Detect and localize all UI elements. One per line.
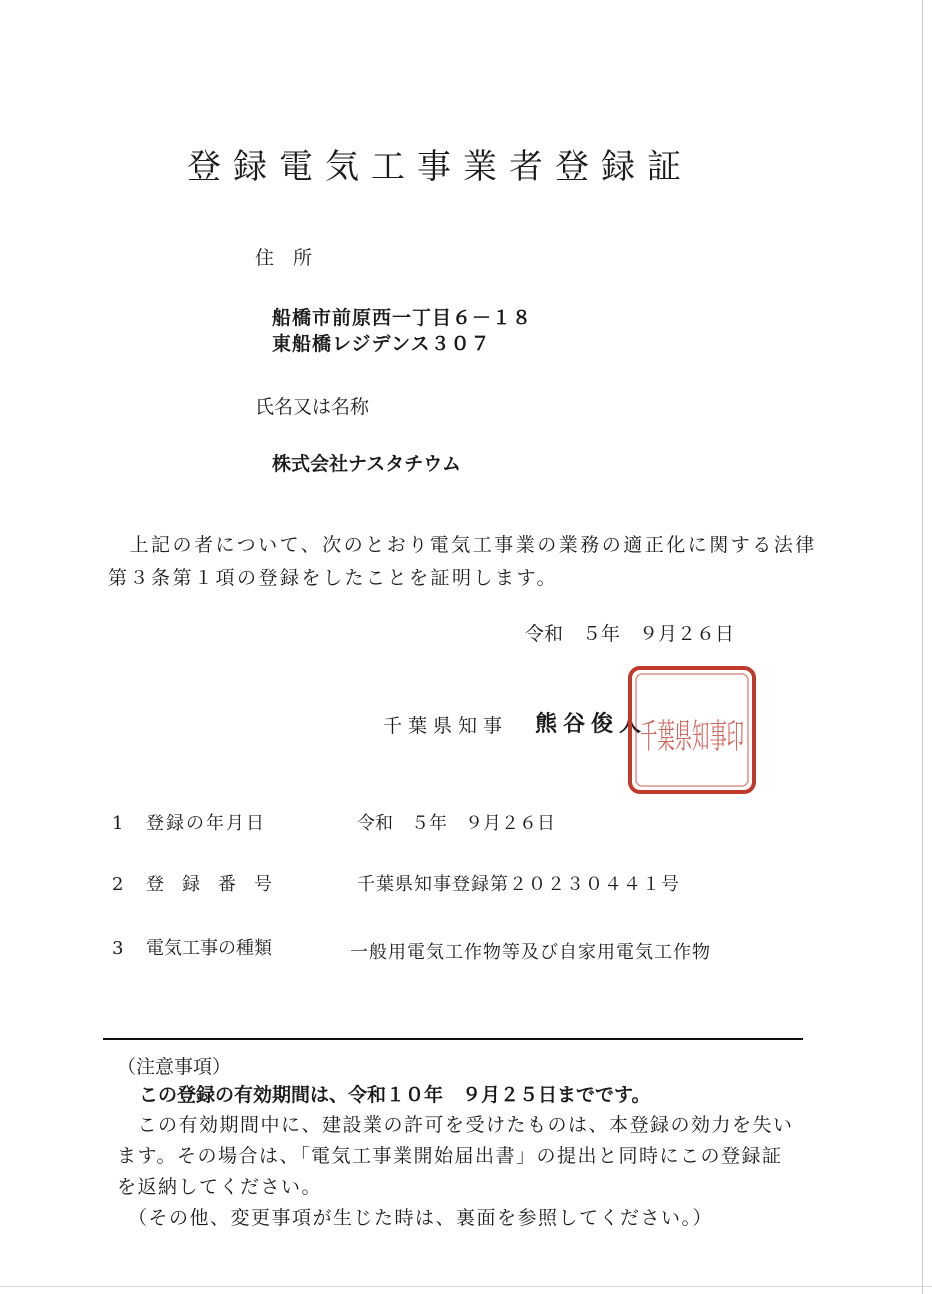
company-name: 株式会社ナスタチウム: [272, 453, 462, 475]
item-value-work-type: 一般用電気工作物等及び自家用電気工作物: [350, 942, 711, 963]
issue-date: 令和 ５年 ９月２６日: [525, 623, 735, 645]
document-title: 登録電気工事業者登録証: [187, 147, 693, 187]
name-label: 氏名又は名称: [255, 396, 370, 418]
address-line-2: 東船橋レジデンス３０７: [272, 333, 491, 355]
official-seal-stamp: [626, 664, 758, 796]
certification-text-line-1: 上記の者について、次のとおり電気工事業の業務の適正化に関する法律: [108, 534, 817, 556]
notes-divider: [103, 1038, 803, 1040]
notes-heading: （注意事項）: [117, 1056, 232, 1078]
page-edge-right: [922, 0, 923, 1294]
item-number-2: 2: [112, 874, 124, 895]
item-number-3: 3: [112, 938, 124, 959]
seal-text: 千葉県知事印: [640, 717, 744, 757]
address-label: 住 所: [255, 247, 313, 269]
governor-name: 熊谷俊人: [535, 711, 648, 737]
item-label-work-type: 電気工事の種類: [146, 938, 272, 959]
notes-text-line-3: を返納してください。: [117, 1176, 323, 1198]
item-value-registration-number: 千葉県知事登録第２０２３０４４１号: [357, 874, 680, 895]
item-number-1: 1: [112, 813, 124, 834]
item-label-registration-date: 登録の年月日: [146, 813, 266, 834]
item-label-registration-number: 登 録 番 号: [146, 874, 272, 895]
item-value-registration-date: 令和 ５年 ９月２６日: [357, 813, 555, 834]
page-edge-bottom: [0, 1286, 932, 1287]
certification-text-line-2: 第３条第１項の登録をしたことを証明します。: [108, 567, 558, 589]
governor-title: 千葉県知事: [383, 715, 509, 737]
notes-text-line-2: ます。その場合は、「電気工事業開始届出書」の提出と同時にこの登録証: [117, 1145, 783, 1167]
notes-validity-period: この登録の有効期間は、令和１０年 ９月２５日までです。: [139, 1084, 651, 1106]
notes-text-line-1: この有効期間中に、建設業の許可を受けたものは、本登録の効力を失い: [117, 1114, 794, 1136]
address-line-1: 船橋市前原西一丁目６－１８: [272, 307, 533, 329]
notes-text-line-4: （その他、変更事項が生じた時は、裏面を参照してください。）: [117, 1207, 714, 1229]
